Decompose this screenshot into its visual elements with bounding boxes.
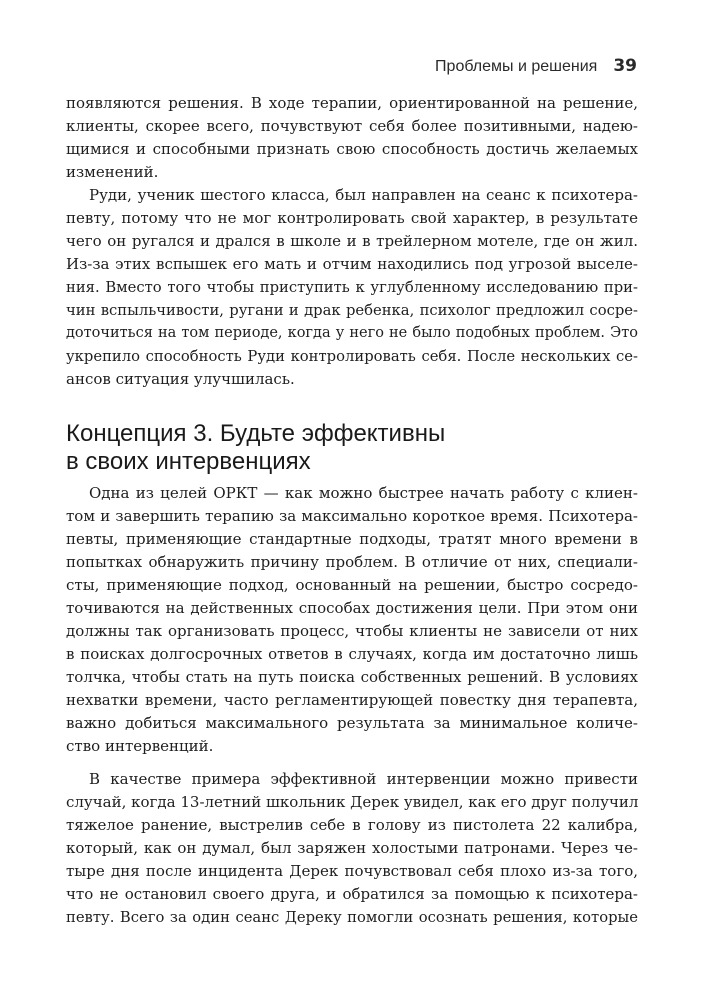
text-line: певту. Всего за один сеанс Дереку помогли осознать решения, которые: [66, 909, 638, 926]
text-line: ния. Вместо того чтобы приступить к углубленному исследованию при-: [66, 279, 638, 296]
text-line: Руди, ученик шестого класса, был направлен на сеанс к психотера-: [89, 186, 638, 204]
text-line: щимися и способными признать свою способность достичь желаемых: [66, 140, 638, 158]
text-line: сты, применяющие подход, основанный на решении, быстро сосредо-: [66, 576, 638, 594]
text-line: том и завершить терапию за максимально короткое время. Психотера-: [66, 507, 638, 525]
text-line: Из-за этих вспышек его мать и отчим находились под угрозой выселе-: [66, 255, 638, 273]
text-line: певту, потому что не мог контролировать свой характер, в результате: [66, 209, 638, 227]
text-line: тяжелое ранение, выстрелив себе в голову из пистолета 22 калибра,: [66, 816, 638, 834]
text-line: певты, применяющие стандартные подходы, тратят много времени в: [66, 530, 638, 548]
text-line: толчка, чтобы стать на путь поиска собственных решений. В условиях: [66, 668, 638, 686]
text-line: точиваются на действенных способах достижения цели. При этом они: [66, 599, 638, 617]
text-line: изменений.: [66, 163, 159, 181]
text-line: который, как он думал, был заряжен холостыми патронами. Через че-: [66, 839, 638, 857]
text-line: чин вспыльчивости, ругани и драк ребенка, психолог предложил сосре-: [66, 302, 638, 319]
text-line: чего он ругался и дрался в школе и в трейлерном мотеле, где он жил.: [66, 232, 638, 250]
section-heading-line-1: Концепция 3. Будьте эффективны: [66, 420, 446, 447]
text-line: доточиться на том периоде, когда у него не было подобных проблем. Это: [66, 325, 638, 341]
text-line: В качестве примера эффективной интервенции можно привести: [89, 770, 638, 788]
running-head: [435, 56, 637, 77]
page-number: 39: [613, 56, 637, 76]
text-line: попытках обнаружить причину проблем. В отличие от них, специали-: [66, 553, 638, 571]
text-line: появляются решения. В ходе терапии, ориентированной на решение,: [66, 94, 638, 112]
text-line: клиенты, скорее всего, почувствуют себя более позитивными, надею-: [66, 117, 638, 135]
text-line: ство интервенций.: [66, 737, 214, 755]
text-line: ансов ситуация улучшилась.: [66, 370, 295, 388]
text-line: укрепило способность Руди контролировать себя. После нескольких се-: [66, 348, 638, 365]
text-line: что не остановил своего друга, и обратился за помощью к психотера-: [66, 885, 638, 903]
text-line: нехватки времени, часто регламентирующей повестку дня терапевта,: [66, 691, 638, 709]
text-line: тыре дня после инцидента Дерек почувствовал себя плохо из-за того,: [66, 862, 638, 880]
running-head-title: Проблемы и решения: [435, 58, 598, 75]
text-line: случай, когда 13-летний школьник Дерек увидел, как его друг получил: [66, 793, 639, 811]
text-line: в поисках долгосрочных ответов в случаях, когда им достаточно лишь: [66, 645, 638, 663]
text-line: должны так организовать процесс, чтобы клиенты не зависели от них: [66, 622, 638, 640]
text-line: важно добиться максимального результата за минимальное количе-: [66, 714, 638, 732]
text-line: Одна из целей ОРКТ — как можно быстрее начать работу с клиен-: [89, 484, 638, 502]
section-heading-line-2: в своих интервенциях: [66, 448, 311, 475]
